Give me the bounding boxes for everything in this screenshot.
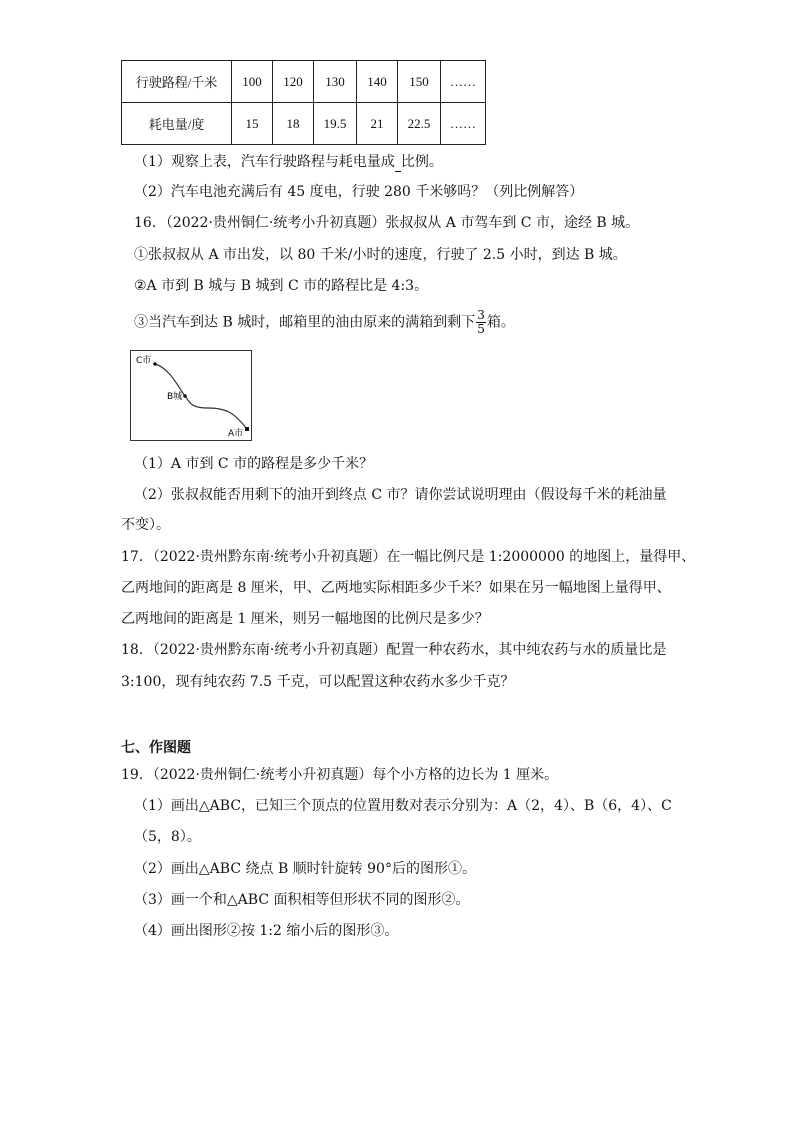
q15-part1-tail: 比例。 xyxy=(400,154,443,170)
map-label-b: B城 xyxy=(167,392,183,402)
q18-line2: 3:100，现有纯农药 7.5 千克，可以配置这种农药水多少千克？ xyxy=(121,674,515,690)
q16-condition-3-text: ③当汽车到达 B 城时，邮箱里的油由原来的满箱到剩下 xyxy=(134,314,476,331)
table-row xyxy=(122,61,486,103)
section-heading: 七、作图题 xyxy=(121,740,191,756)
q16-condition-3-tail: 箱。 xyxy=(486,314,515,331)
table-cell: 18 xyxy=(273,103,314,145)
table-cell: 15 xyxy=(232,103,273,145)
table-cell: 100 xyxy=(232,61,273,103)
point-b xyxy=(183,394,187,398)
q16-part2-line2: 不变）。 xyxy=(121,517,170,533)
q15-part1 xyxy=(134,152,443,172)
table-cell: 150 xyxy=(398,61,441,103)
q16-stem: 16．（2022·贵州铜仁·统考小升初真题）张叔叔从 A 市驾车到 C 市，途经 B 城。 xyxy=(134,215,640,231)
q16-part2-line1: （2）张叔叔能否用剩下的油开到终点 C 市？请你尝试说明理由（假设每千米的耗油量 xyxy=(134,487,667,503)
table-cell: 22.5 xyxy=(398,103,441,145)
q18-line1: 18．（2022·贵州黔东南·统考小升初真题）配置一种农药水，其中纯农药与水的质量比是 xyxy=(121,642,667,658)
q17-line2: 乙两地间的距离是 8 厘米，甲、乙两地实际相距多少千米？如果在另一幅地图上量得甲、 xyxy=(121,580,671,596)
table-cell: 行驶路程/千米 xyxy=(122,61,232,103)
q16-condition-3 xyxy=(134,309,515,336)
q17-line1: 17．（2022·贵州黔东南·统考小升初真题）在一幅比例尺是 1:2000000 的地图上，量得甲、 xyxy=(121,549,696,565)
q17-line3: 乙两地间的距离是 1 厘米，则另一幅地图的比例尺是多少？ xyxy=(121,611,489,627)
q19-stem: 19．（2022·贵州铜仁·统考小升初真题）每个小方格的边长为 1 厘米。 xyxy=(121,767,559,783)
table-cell: …… xyxy=(441,103,486,145)
q16-condition-1: ①张叔叔从 A 市出发，以 80 千米/小时的速度，行驶了 2.5 小时，到达 B 城。 xyxy=(134,247,627,263)
fraction xyxy=(476,309,486,336)
point-c xyxy=(153,362,157,366)
map-label-a: A市 xyxy=(228,429,244,439)
fraction-denominator: 5 xyxy=(477,322,485,336)
q19-part1-line2: （5，8）。 xyxy=(134,829,201,845)
distance-power-table xyxy=(121,60,486,145)
table-cell: 140 xyxy=(357,61,398,103)
table-cell: 130 xyxy=(314,61,357,103)
q15-part1-text: （1）观察上表，汽车行驶路程与耗电量成 xyxy=(134,154,395,170)
table-cell: …… xyxy=(441,61,486,103)
q19-part2: （2）画出△ABC 绕点 B 顺时针旋转 90°后的图形①。 xyxy=(134,861,476,877)
q19-part1-line1: （1）画出△ABC，已知三个顶点的位置用数对表示分别为：A（2，4）、B（6，4）、C xyxy=(134,798,672,814)
table-cell: 21 xyxy=(357,103,398,145)
table-cell: 耗电量/度 xyxy=(122,103,232,145)
route-map xyxy=(130,350,252,441)
q19-part3: （3）画一个和△ABC 面积相等但形状不同的图形②。 xyxy=(134,892,470,908)
point-a xyxy=(245,427,249,431)
q16-condition-2: ②A 市到 B 城与 B 城到 C 市的路程比是 4:3。 xyxy=(134,278,429,294)
q19-part4: （4）画出图形②按 1:2 缩小后的图形③。 xyxy=(134,923,399,939)
q15-part2: （2）汽车电池充满后有 45 度电，行驶 280 千米够吗？（列比例解答） xyxy=(134,184,584,200)
table-cell: 19.5 xyxy=(314,103,357,145)
table-row xyxy=(122,103,486,145)
fraction-numerator: 3 xyxy=(477,308,485,322)
q16-part1: （1）A 市到 C 市的路程是多少千米？ xyxy=(134,456,374,472)
map-label-c: C市 xyxy=(136,356,152,366)
table-cell: 120 xyxy=(273,61,314,103)
